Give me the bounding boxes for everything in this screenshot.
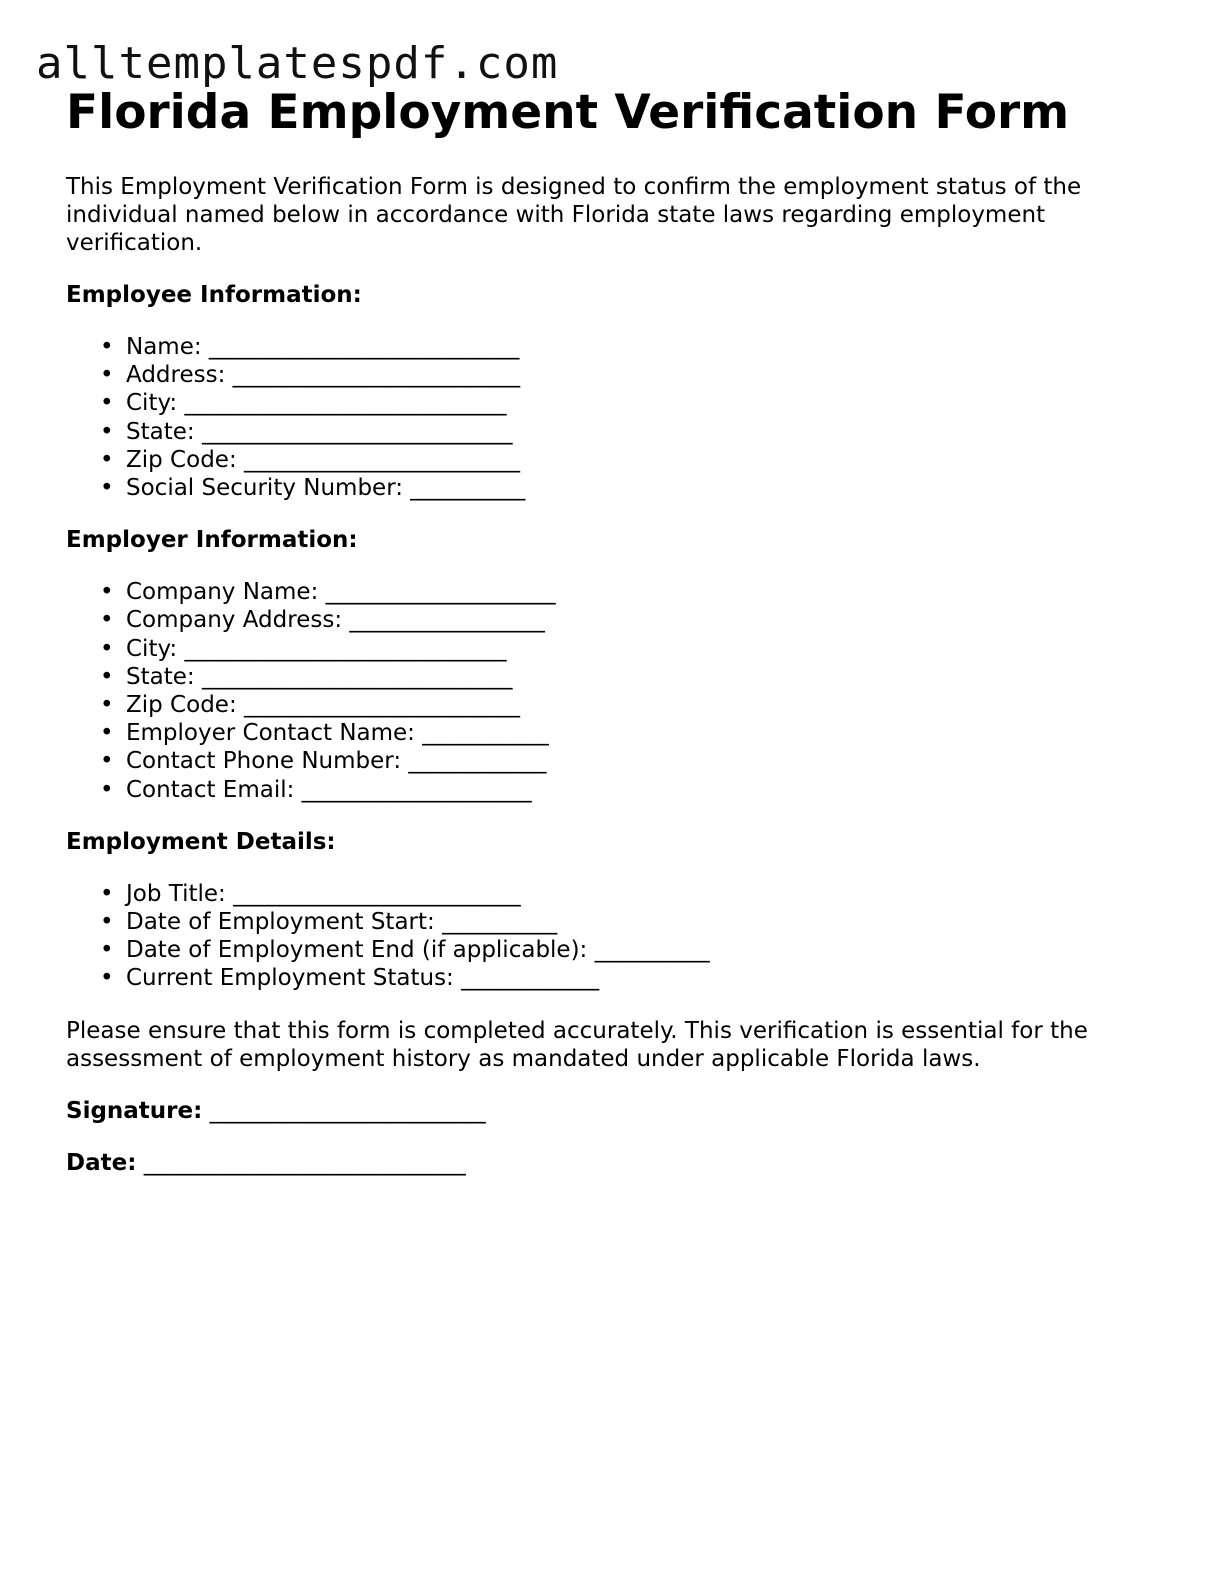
employee-ssn-field[interactable] <box>66 474 1176 502</box>
bullet: • <box>100 965 114 992</box>
employee-field-list <box>66 333 1176 502</box>
employer-section-heading: Employer Information: <box>66 527 358 554</box>
employee-section-heading: Employee Information: <box>66 282 362 308</box>
bullet: • <box>100 446 114 473</box>
date-field[interactable] <box>66 1149 1176 1177</box>
field-label: Date of Employment Start: __________ <box>126 909 558 936</box>
bullet: • <box>100 607 114 634</box>
field-label: Name: ___________________________ <box>126 334 520 360</box>
field-label: Contact Phone Number: ____________ <box>126 748 547 775</box>
field-label: Date of Employment End (if applicable): __________ <box>126 937 710 964</box>
field-label: City: ____________________________ <box>126 390 507 417</box>
intro-paragraph: This Employment Verification Form is designed to confirm the employment status of the individual named below in accordance with Florida state laws regarding employment verification. <box>66 174 1082 256</box>
employee-state-field[interactable] <box>66 418 1176 446</box>
employee-zip-field[interactable] <box>66 446 1176 474</box>
signature-label: Signature: <box>66 1097 203 1124</box>
field-label: State: ___________________________ <box>126 418 513 445</box>
document <box>66 84 1176 1201</box>
employment-end-field[interactable] <box>66 936 1176 964</box>
bullet: • <box>100 909 114 936</box>
employment-status-field[interactable] <box>66 964 1176 992</box>
employer-zip-field[interactable] <box>66 691 1176 719</box>
bullet: • <box>100 334 114 360</box>
employee-name-field[interactable] <box>66 333 1176 361</box>
bullet: • <box>100 776 114 803</box>
bullet: • <box>100 475 114 502</box>
employment-section-heading: Employment Details: <box>66 828 336 855</box>
field-label: State: ___________________________ <box>126 663 513 690</box>
contact-phone-field[interactable] <box>66 747 1176 775</box>
bullet: • <box>100 362 114 389</box>
watermark: alltemplatespdf.com <box>36 38 559 89</box>
employee-address-field[interactable] <box>66 361 1176 389</box>
bullet: • <box>100 692 114 719</box>
bullet: • <box>100 390 114 417</box>
field-label: Job Title: _________________________ <box>126 880 521 907</box>
field-label: Employer Contact Name: ___________ <box>126 720 549 747</box>
field-label: Company Name: ____________________ <box>126 579 556 606</box>
bullet: • <box>100 748 114 775</box>
bullet: • <box>100 635 114 662</box>
employer-field-list <box>66 578 1176 804</box>
employment-field-list <box>66 880 1176 993</box>
company-address-field[interactable] <box>66 606 1176 634</box>
field-label: Contact Email: ____________________ <box>126 776 532 803</box>
bullet: • <box>100 663 114 690</box>
bullet: • <box>100 418 114 445</box>
field-label: Zip Code: ________________________ <box>126 692 520 719</box>
employer-contact-name-field[interactable] <box>66 719 1176 747</box>
field-label: Address: _________________________ <box>126 362 521 389</box>
field-label: Zip Code: ________________________ <box>126 446 520 473</box>
contact-email-field[interactable] <box>66 776 1176 804</box>
field-label: Social Security Number: __________ <box>126 475 526 502</box>
company-name-field[interactable] <box>66 578 1176 606</box>
signature-line: ________________________ <box>209 1097 486 1124</box>
bullet: • <box>100 937 114 964</box>
job-title-field[interactable] <box>66 880 1176 908</box>
employment-start-field[interactable] <box>66 908 1176 936</box>
employer-city-field[interactable] <box>66 635 1176 663</box>
field-label: Current Employment Status: ____________ <box>126 965 600 992</box>
field-label: City: ____________________________ <box>126 635 507 662</box>
employee-city-field[interactable] <box>66 389 1176 417</box>
bullet: • <box>100 579 114 606</box>
employer-state-field[interactable] <box>66 663 1176 691</box>
date-line: ____________________________ <box>143 1149 466 1176</box>
field-label: Company Address: _________________ <box>126 607 545 634</box>
signature-field[interactable] <box>66 1097 1176 1125</box>
bullet: • <box>100 720 114 747</box>
closing-paragraph: Please ensure that this form is completed accurately. This verification is essential for the assessment of employment history as mandated under applicable Florida laws. <box>66 1017 1088 1072</box>
page-title: Florida Employment Verification Form <box>66 85 1070 140</box>
date-label: Date: <box>66 1149 137 1176</box>
bullet: • <box>100 880 114 907</box>
